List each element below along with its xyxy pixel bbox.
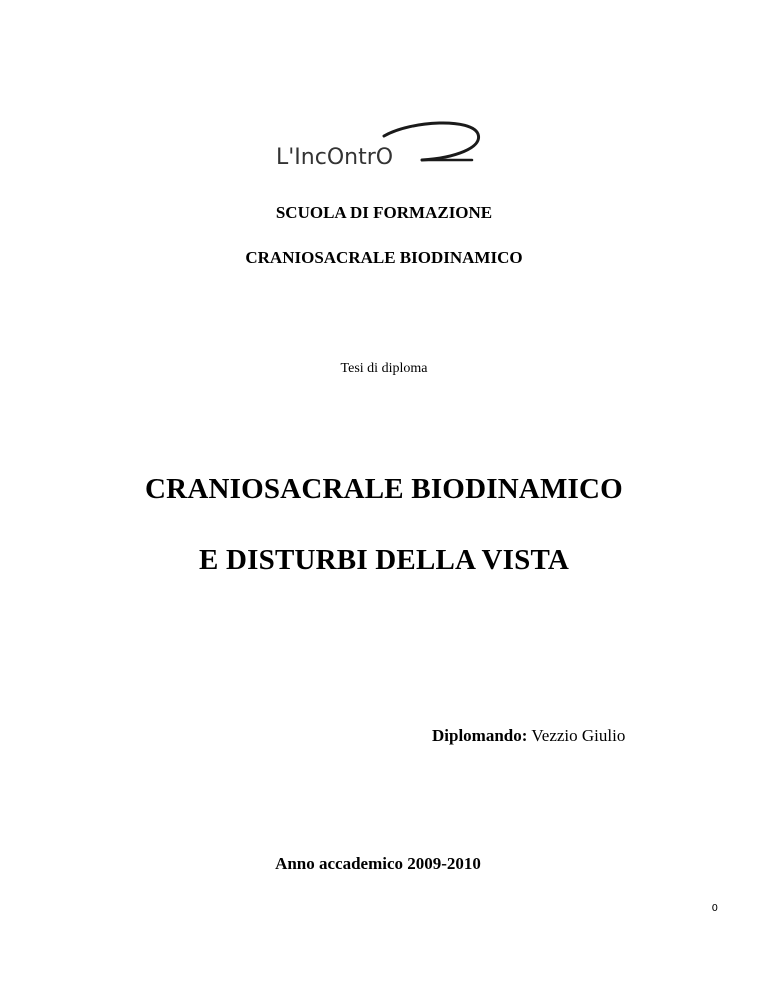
page-number: 0 [711, 903, 718, 914]
logo-text: L'IncOntrO [276, 145, 394, 170]
academic-year: Anno accademico 2009-2010 [275, 854, 481, 873]
thesis-type: Tesi di diploma [340, 361, 428, 376]
author-name: Vezzio Giulio [531, 726, 626, 745]
thesis-title-line-1: CRANIOSACRALE BIODINAMICO [145, 473, 623, 505]
school-name-line-1: SCUOLA DI FORMAZIONE [275, 203, 493, 222]
school-name-line-2: CRANIOSACRALE BIODINAMICO [245, 248, 523, 267]
thesis-title-line-2: E DISTURBI DELLA VISTA [199, 544, 569, 576]
author-label: Diplomando: [432, 726, 528, 745]
author-line [432, 726, 625, 746]
lincontro-logo [272, 118, 486, 176]
